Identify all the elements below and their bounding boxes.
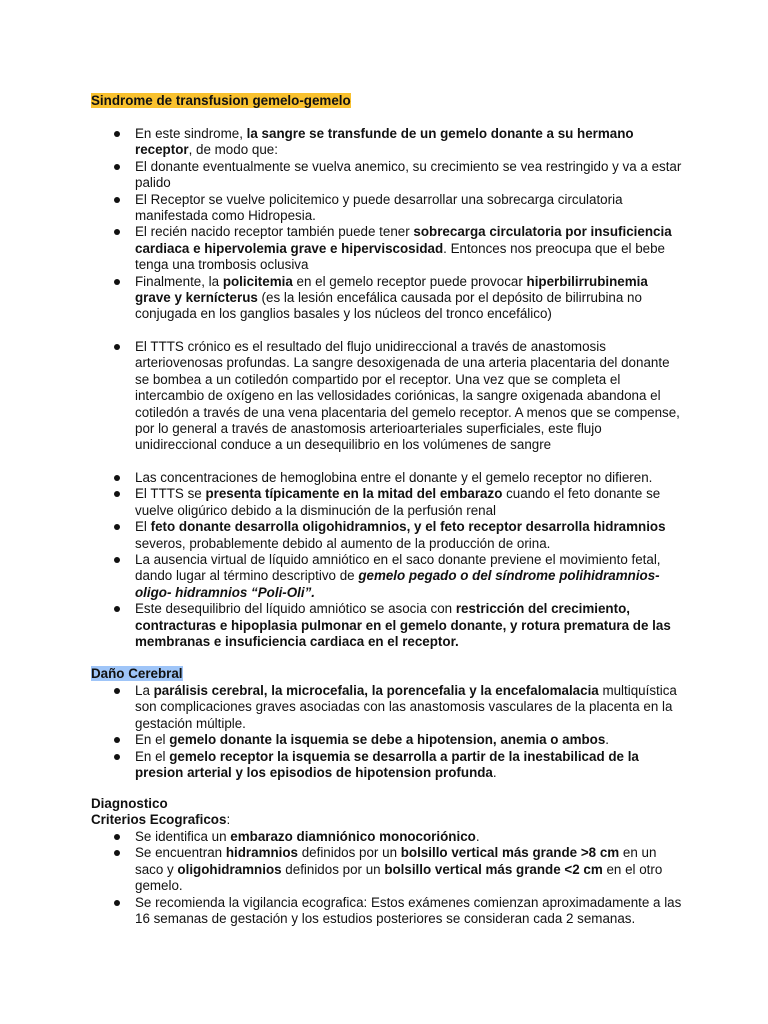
list-item [91,601,683,650]
subsection-title-suffix: : [226,812,231,827]
bullet-icon [114,229,120,235]
text-run: El recién nacido receptor también puede tener [135,224,414,240]
text-run: El TTTS se [135,486,206,502]
bold-text: parálisis cerebral, la microcefalia, la porencefalia y la encefalomalacia [153,683,599,698]
bold-text: feto donante desarrolla oligohidramnios, y el feto receptor desarrolla hidramnios [150,519,666,535]
section-title-diagnostico [91,796,691,812]
bullet-list [91,339,683,454]
text-run: . [605,732,610,748]
text-run: en el otro gemelo. [135,861,663,894]
text-run: . Entonces nos preocupa que el bebe tenga una trombosis oclusiva [135,240,665,273]
bullet-list [91,683,683,781]
bullet-icon [114,164,120,170]
text-run: La ausencia virtual de líquido amniótico en el saco donante previene el movimiento fetal, dando lugar al término descriptivo de [135,552,661,584]
bullet-list [91,829,683,927]
list-item [91,126,683,159]
list-item [91,339,683,454]
bullet-list [91,126,683,323]
text-run: El [135,519,151,535]
bold-text: bolsillo vertical más grande >8 cm [400,845,620,861]
text-run: en el gemelo receptor puede provocar [292,273,527,289]
text-run: cuando el feto donante se vuelve oligúrico debido a la disminución de la perfusión renal [135,486,661,518]
bullet-icon [114,279,120,285]
section-title-dano-cerebral [91,666,691,682]
bullet-icon [114,131,120,137]
list-item [91,895,683,928]
bullet-icon [114,557,120,563]
text-run: Se identifica un [135,829,231,844]
text-run: En este sindrome, [135,126,247,141]
text-run: , de modo que: [188,142,278,158]
text-run: En el [135,732,170,748]
bullet-icon [114,344,120,350]
bold-text: restricción del crecimiento, contracturas e hipoplasia pulmonar en el gemelo donante, y rotura prematura de las membranas e insuficiencia cardiaca en el receptor. [135,601,671,650]
list-item [91,845,683,894]
list-item [91,829,683,845]
text-run: El donante eventualmente se vuelva anemico, su crecimiento se vea restringido y va a estar palido [135,158,682,191]
text-run: definidos por un [298,845,401,861]
text-run: El Receptor se vuelve policitemico y puede desarrollar una sobrecarga circulatoria manifestada como Hidropesia. [135,191,623,224]
bullet-icon [114,834,120,840]
list-item [91,486,683,519]
bold-text: la sangre se transfunde de un gemelo donante a su hermano receptor [135,126,634,158]
bullet-icon [114,197,120,203]
list-item [91,224,683,273]
bullet-icon [114,737,120,743]
text-run: (es la lesión encefálica causada por el depósito de bilirrubina no conjugada en los ganglios basales y los núcleos del tronco encefálico) [135,290,642,322]
section-title-text: Sindrome de transfusion gemelo-gemelo [91,93,351,108]
bullet-icon [114,491,120,497]
bold-text: sobrecarga circulatoria por insuficiencia cardiaca e hipervolemia grave e hiperviscosidad [135,224,672,256]
list-item [91,274,683,323]
list-item [91,683,683,732]
bullet-icon [114,754,120,760]
text-run: El TTTS crónico es el resultado del flujo unidireccional a través de anastomosis arteriovenosas profundas. La sangre desoxigenada de una arteria placentaria del donante se bombea a un cotiledón compartido por el receptor. Una vez que se completa el intercambio de oxígeno en las vellosidades coriónicas, la sangre oxigenada abandona el cotiledón a través de una vena placentaria del gemelo receptor. A menos que se compense, por lo general a través de anastomosis arterioarteriales superficiales, este flujo unidireccional conduce a un desequilibrio en los volúmenes de sangre [135,339,680,453]
text-run: en un saco y [135,845,657,877]
bold-text: presenta típicamente en la mitad del embarazo [205,486,503,502]
bullet-list [91,470,683,650]
bullet-icon [114,688,120,694]
bold-text: gemelo donante la isquemia se debe a hipotension, anemia o ambos [169,732,606,748]
list-item [91,192,683,225]
text-run: definidos por un [281,861,385,877]
list-item [91,552,683,601]
text-run: En el [135,748,170,764]
bullet-icon [114,900,120,906]
bold-text: oligohidramnios [177,861,282,877]
list-item [91,159,683,192]
text-run: Se encuentran [135,845,226,861]
bold-text: hiperbilirrubinemia grave y kernícterus [135,273,648,306]
list-item [91,749,683,782]
bold-text: bolsillo vertical más grande <2 cm [384,861,603,877]
bold-text: embarazo diamniónico monocoriónico [230,829,476,844]
bullet-icon [114,475,120,481]
text-run: Finalmente, la [135,273,223,289]
text-run: multiquística son complicaciones graves asociadas con las anastomosis vasculares de la placenta en la gestación múltiple. [135,683,677,731]
bold-text: hidramnios [225,845,298,861]
section-title-text: Daño Cerebral [91,666,183,681]
subsection-title [91,812,691,828]
list-item [91,519,683,552]
list-item [91,470,683,486]
subsection-title-text: Criterios Ecograficos [91,812,227,827]
text-run: Este desequilibrio del líquido amniótico se asocia con [135,601,456,617]
text-run: . [475,829,480,844]
section-title-text: Diagnostico [91,796,168,811]
bullet-icon [114,850,120,856]
list-item [91,732,683,748]
text-run: . [492,765,497,781]
bullet-icon [114,606,120,612]
bold-text: gemelo pegado o del síndrome polihidramnios-oligo- hidramnios “Poli-Oli”. [135,568,660,600]
bold-text: gemelo receptor la isquemia se desarrolla a partir de la inestabilicad de la presion arterial y los episodios de hipotension profunda [135,748,639,781]
text-run: severos, probablemente debido al aumento de la producción de orina. [135,535,551,551]
text-run: Se recomienda la vigilancia ecografica: Estos exámenes comienzan aproximadamente a las 16 semanas de gestación y los estudios posteriores se consideran cada 2 semanas. [135,894,682,927]
section-title-ttts [91,93,691,109]
text-run: La [135,683,154,698]
bold-text: policitemia [222,273,293,289]
text-run: Las concentraciones de hemoglobina entre el donante y el gemelo receptor no difieren. [135,470,653,485]
bullet-icon [114,524,120,530]
